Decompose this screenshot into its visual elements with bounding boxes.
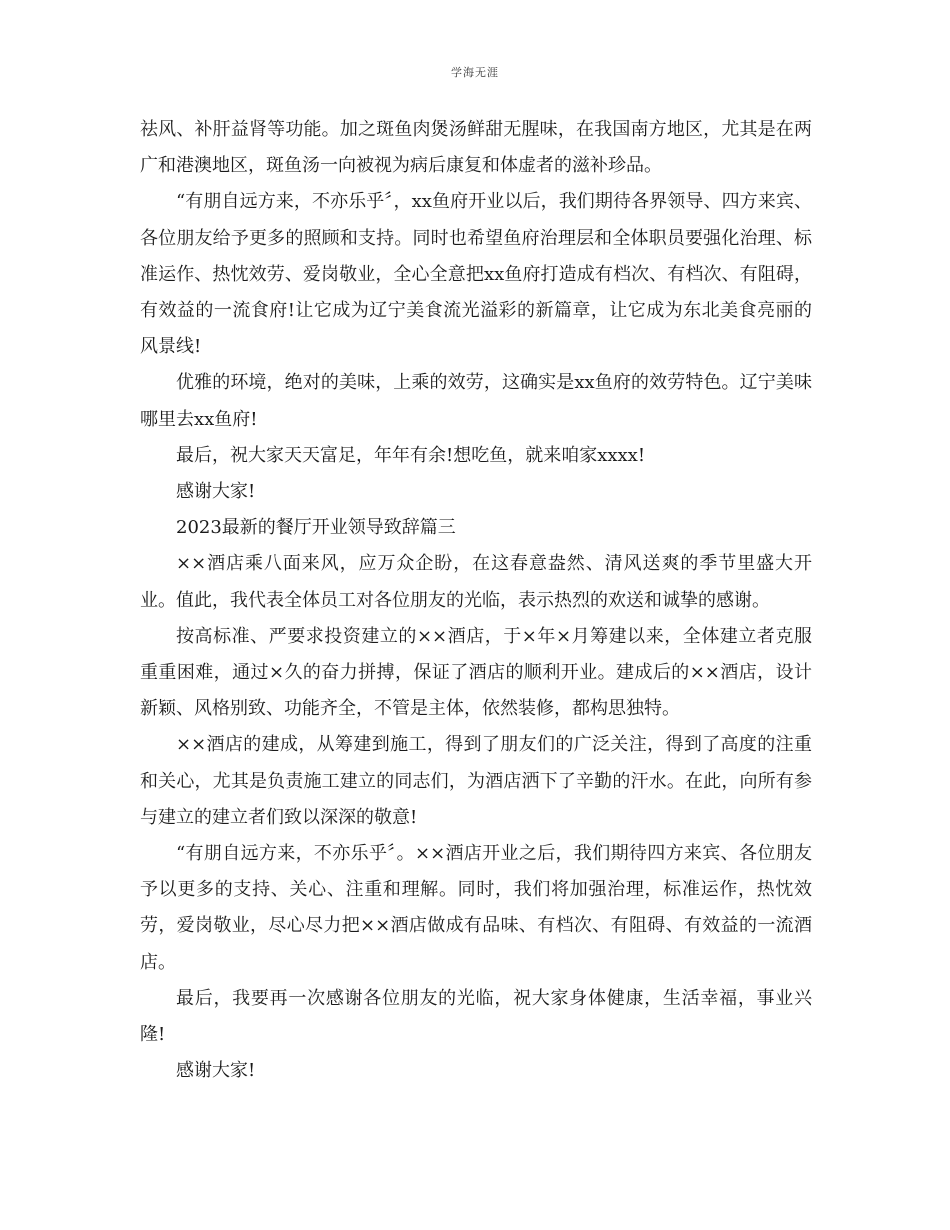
paragraph: 感谢大家! <box>176 1060 256 1082</box>
paragraph: 优雅的环境，绝对的美味，上乘的效劳，这确实是xx鱼府的效劳特色。辽宁美味哪里去xx鱼府! <box>140 372 812 430</box>
paragraph: ××酒店乘八面来风，应万众企盼，在这春意盎然、清风送爽的季节里盛大开业。值此，我代表全体员工对各位朋友的光临，表示热烈的欢送和诚挚的感谢。 <box>140 553 812 611</box>
page-header: 学海无涯 <box>451 66 499 79</box>
document-body <box>140 112 812 1089</box>
paragraph: 祛风、补肝益肾等功能。加之斑鱼肉煲汤鲜甜无腥味，在我国南方地区，尤其是在两广和港澳地区，斑鱼汤一向被视为病后康复和体虚者的滋补珍品。 <box>140 119 812 177</box>
paragraph: “有朋自远方来，不亦乐乎〞。××酒店开业之后，我们期待四方来宾、各位朋友予以更多的支持、关心、注重和理解。同时，我们将加强治理，标准运作，热忱效劳，爱岗敬业，尽心尽力把××酒店做成有品味、有档次、有阻碍、有效益的一流酒店。 <box>140 843 812 973</box>
paragraph: “有朋自远方来，不亦乐乎〞，xx鱼府开业以后，我们期待各界领导、四方来宾、各位朋友给予更多的照顾和支持。同时也希望鱼府治理层和全体职员要强化治理、标准运作、热忱效劳、爱岗敬业，全心全意把xx鱼府打造成有档次、有档次、有阻碍，有效益的一流食府!让它成为辽宁美食流光溢彩的新篇章，让它成为东北美食亮丽的风景线! <box>140 191 812 358</box>
paragraph: 最后，祝大家天天富足，年年有余!想吃鱼，就来咱家xxxx! <box>176 444 646 466</box>
paragraph: 按高标准、严要求投资建立的××酒店，于×年×月筹建以来，全体建立者克服重重困难，通过×久的奋力拼搏，保证了酒店的顺利开业。建成后的××酒店，设计新颖、风格别致、功能齐全，不管是主体，依然装修，都构思独特。 <box>140 625 812 720</box>
section-heading: 2023最新的餐厅开业领导致辞篇三 <box>176 517 456 539</box>
paragraph: 感谢大家! <box>176 481 256 503</box>
paragraph: ××酒店的建成，从筹建到施工，得到了朋友们的广泛关注，得到了高度的注重和关心，尤其是负责施工建立的同志们，为酒店洒下了辛勤的汗水。在此，向所有参与建立的建立者们致以深深的敬意! <box>140 734 812 828</box>
paragraph: 最后，我要再一次感谢各位朋友的光临，祝大家身体健康，生活幸福，事业兴隆! <box>140 987 812 1046</box>
